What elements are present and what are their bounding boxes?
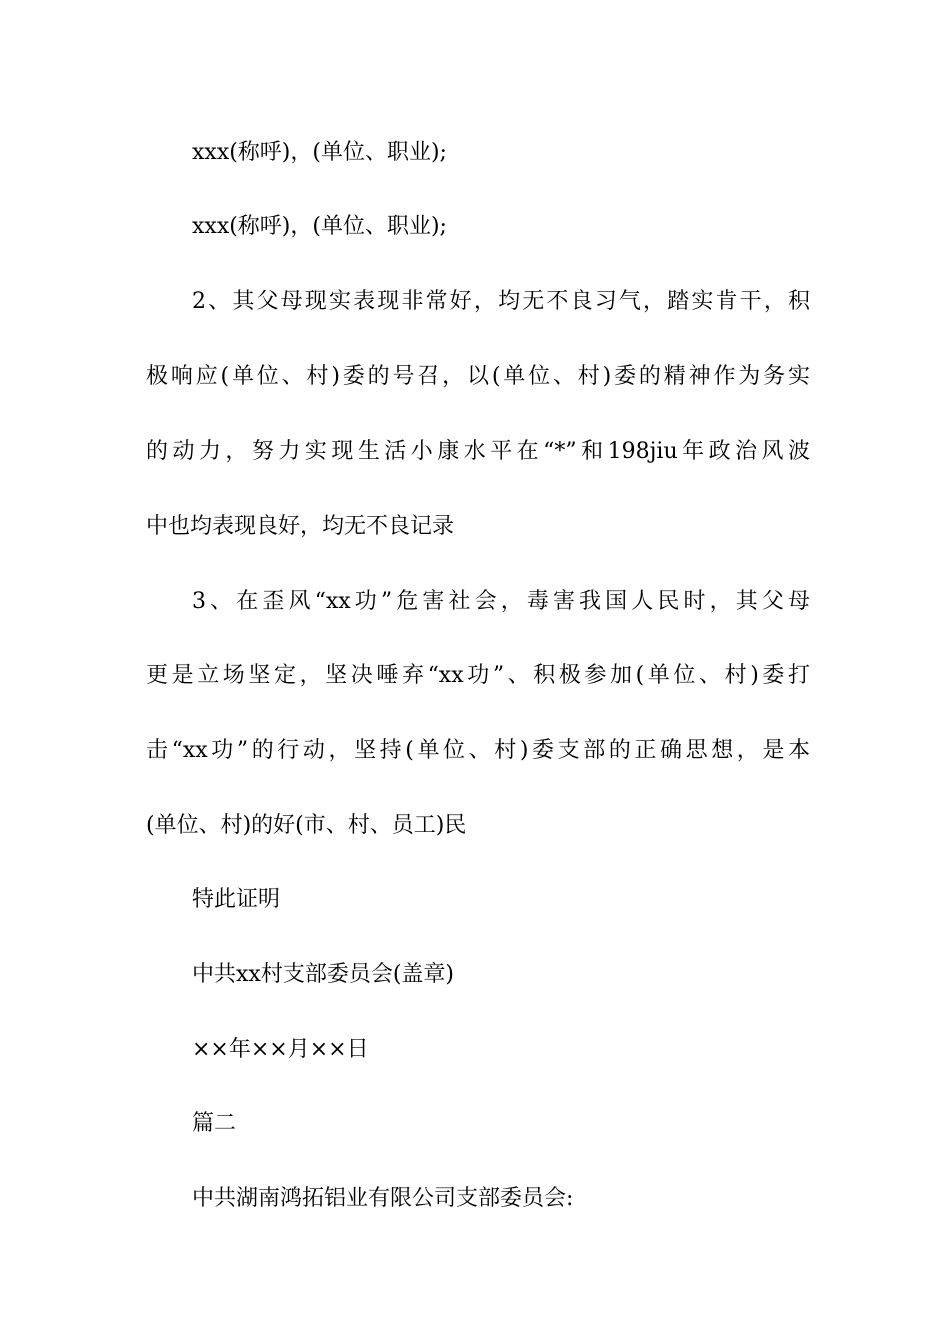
section-heading: 篇二 <box>192 1111 237 1136</box>
text-line-relative-2: xxx(称呼)，(单位、职业); <box>192 214 447 239</box>
certification-statement: 特此证明 <box>192 887 281 912</box>
addressee-line: 中共湖南鸿拓铝业有限公司支部委员会: <box>192 1186 574 1211</box>
issuer-name: 中共xx村支部委员会(盖章) <box>192 962 454 987</box>
paragraph-3-line-1: 3、在歪风“xx功”危害社会，毒害我国人民时，其父母 <box>192 589 810 614</box>
paragraph-2-line-4: 中也均表现良好，均无不良记录 <box>146 514 455 539</box>
paragraph-2-line-3: 的动力，努力实现生活小康水平在“*”和198jiu年政治风波 <box>146 439 810 464</box>
paragraph-3-line-2: 更是立场坚定，坚决唾弃“xx功”、积极参加(单位、村)委打 <box>146 663 810 688</box>
paragraph-3-line-4: (单位、村)的好(市、村、员工)民 <box>146 813 467 838</box>
text-line-relative-1: xxx(称呼)，(单位、职业); <box>192 140 447 165</box>
paragraph-2-line-2: 极响应(单位、村)委的号召，以(单位、村)委的精神作为务实 <box>146 364 810 389</box>
paragraph-2-line-1: 2、其父母现实表现非常好，均无不良习气，踏实肯干，积 <box>192 289 810 314</box>
issue-date: ××年××月××日 <box>192 1037 369 1062</box>
paragraph-3-line-3: 击“xx功”的行动，坚持(单位、村)委支部的正确思想，是本 <box>146 738 810 763</box>
